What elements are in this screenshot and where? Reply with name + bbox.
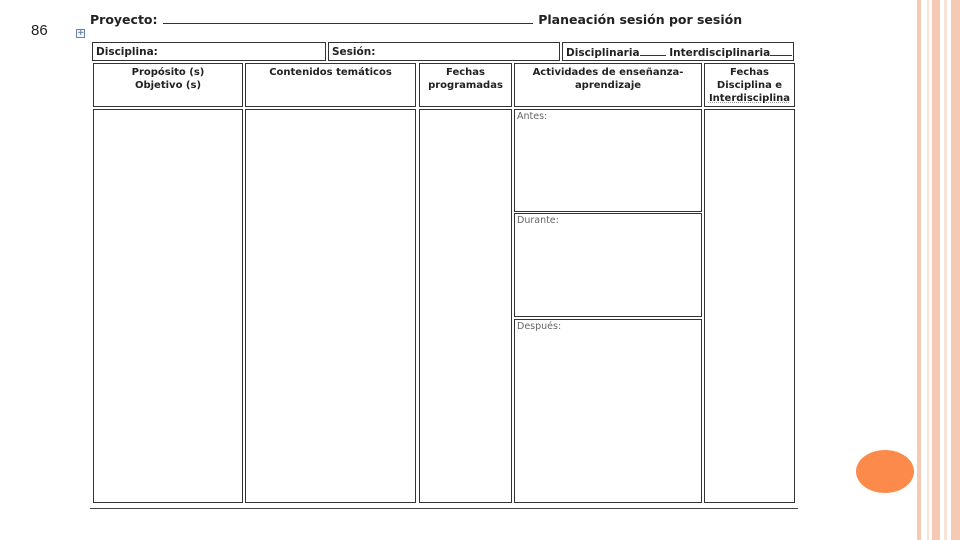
column-header-line: Actividades de enseñanza- — [532, 67, 684, 78]
decorative-stripe — [951, 0, 960, 540]
column-header-line: Propósito (s) — [131, 67, 205, 78]
form-title: Planeación sesión por sesión — [538, 12, 743, 27]
slide-page-number: 86 — [31, 22, 48, 39]
column-header-line: aprendizaje — [574, 80, 642, 91]
modalidad-cell[interactable] — [562, 42, 794, 61]
column-header-fechas-disciplina — [704, 63, 795, 107]
decorative-orange-circle — [856, 450, 914, 493]
interdisciplinaria-blank — [770, 46, 792, 56]
column-header-line: Contenidos temáticos — [269, 67, 392, 78]
contenidos-body-cell[interactable] — [245, 109, 416, 503]
disciplinaria-blank — [640, 46, 666, 56]
column-header-line: Disciplina e — [716, 80, 783, 91]
fechas-disciplina-body-cell[interactable] — [704, 109, 795, 503]
despues-label: Después: — [517, 321, 562, 332]
table-move-handle-icon[interactable]: + — [77, 28, 85, 38]
column-header-fechas-programadas — [419, 63, 512, 107]
modalidad-labels — [563, 43, 793, 59]
antes-cell[interactable] — [514, 109, 702, 212]
column-header-contenidos — [245, 63, 416, 107]
interdisciplinaria-label: Interdisciplinaria — [669, 47, 771, 59]
disciplina-label: Disciplina: — [96, 46, 158, 58]
project-blank-line — [163, 11, 533, 24]
decorative-stripe — [917, 0, 921, 540]
durante-label: Durante: — [517, 215, 559, 226]
durante-cell[interactable] — [514, 213, 702, 317]
project-title-line — [90, 11, 743, 27]
antes-label: Antes: — [517, 111, 548, 122]
column-header-line: Interdisciplina — [708, 93, 791, 104]
decorative-stripe — [927, 0, 929, 540]
column-header-line: Fechas — [446, 67, 485, 78]
disciplina-cell[interactable] — [92, 42, 326, 61]
column-header-proposito — [93, 63, 243, 107]
decorative-stripe — [932, 0, 940, 540]
column-header-line: Fechas — [730, 67, 769, 78]
column-header-line: programadas — [428, 80, 503, 91]
column-header-actividades — [514, 63, 702, 107]
decorative-stripe — [944, 0, 947, 540]
sesion-label: Sesión: — [332, 46, 376, 58]
fechas-programadas-body-cell[interactable] — [419, 109, 512, 503]
project-label: Proyecto: — [90, 12, 158, 27]
planning-table — [90, 38, 798, 509]
column-header-line: Objetivo (s) — [134, 80, 202, 91]
disciplinaria-label: Disciplinaria — [566, 47, 640, 59]
despues-cell[interactable] — [514, 319, 702, 503]
sesion-cell[interactable] — [328, 42, 560, 61]
proposito-body-cell[interactable] — [93, 109, 243, 503]
